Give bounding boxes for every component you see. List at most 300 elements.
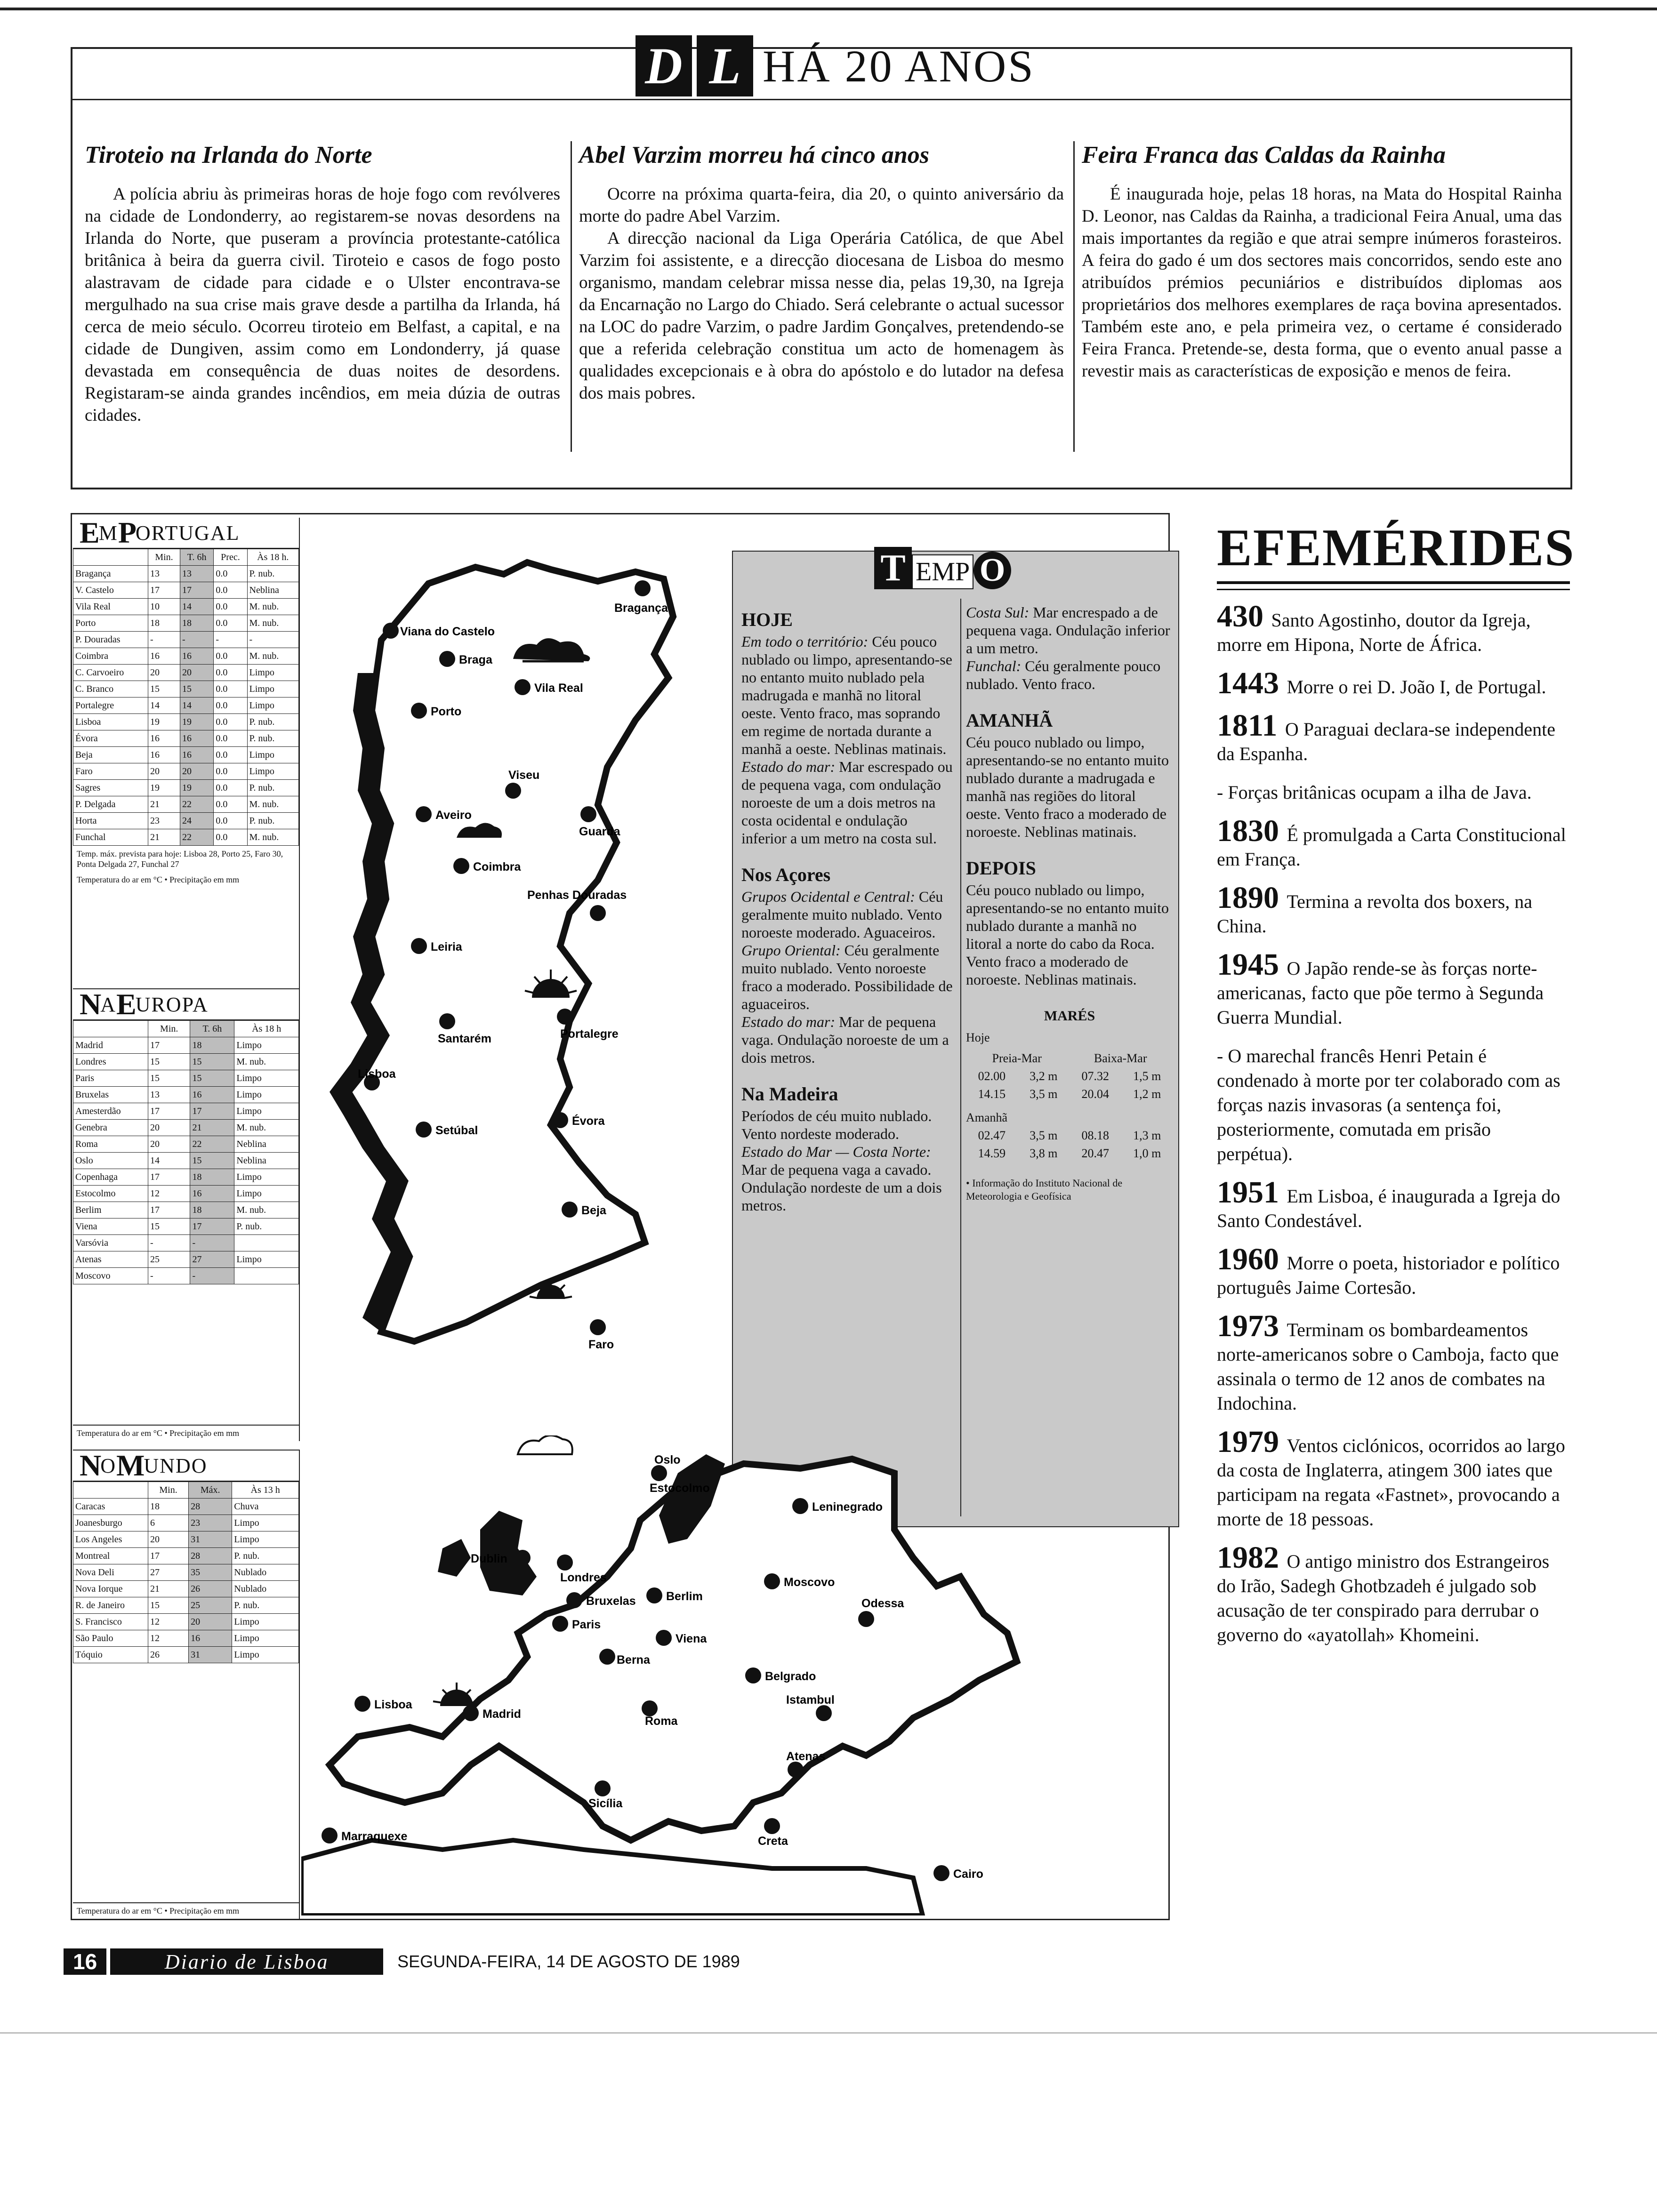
- city-cell: Atenas: [73, 1251, 148, 1268]
- city-cell: Nova Iorque: [73, 1581, 148, 1597]
- table-row: [73, 1581, 299, 1597]
- city-marker: [411, 703, 427, 719]
- efemeride-year: 1973: [1217, 1309, 1287, 1343]
- value-cell: 13: [148, 566, 180, 582]
- panel-header: N O M UNDO: [73, 1451, 299, 1482]
- value-cell: 15: [148, 1218, 190, 1235]
- city-label: Braga: [459, 653, 492, 666]
- panel-header: E M P ORTUGAL: [73, 518, 299, 549]
- table-row: [73, 1597, 299, 1614]
- article-paragraph: Ocorre na próxima quarta-feira, dia 20, o quinto aniversário da morte do padre Abel Varzim.: [579, 184, 1064, 226]
- value-cell: 17: [190, 1218, 234, 1235]
- tide-row: 14.59 3,8 m 20.47 1,0 m: [978, 1146, 1161, 1160]
- efemeride-entry: [1217, 1242, 1570, 1300]
- value-cell: -: [148, 632, 180, 648]
- value-cell: 28: [189, 1499, 232, 1515]
- city-cell: Coimbra: [73, 648, 148, 665]
- table-row: [73, 780, 299, 796]
- table-header-cell: Às 13 h: [232, 1482, 299, 1499]
- article-feira: [1082, 141, 1562, 382]
- table-row: [73, 1103, 299, 1120]
- table-row: [73, 747, 299, 763]
- efemeride-entry: [1217, 1425, 1570, 1531]
- table-row: [73, 1647, 299, 1663]
- city-cell: C. Branco: [73, 681, 148, 697]
- value-cell: P. nub.: [247, 780, 298, 796]
- city-cell: Portalegre: [73, 697, 148, 714]
- city-cell: Varsóvia: [73, 1235, 148, 1251]
- table-footnote: Temperatura do ar em °C • Precipitação em mm: [73, 1425, 299, 1441]
- table-row: [73, 1136, 299, 1153]
- city-marker: [515, 1550, 531, 1566]
- city-marker: [933, 1865, 949, 1881]
- efemeride-text: Termina a revolta dos boxers, na China.: [1217, 891, 1532, 937]
- city-label: Berlim: [666, 1590, 703, 1603]
- efemeride-entry: [1217, 814, 1570, 872]
- value-cell: 14: [148, 697, 180, 714]
- efemeride-entry: [1217, 1309, 1570, 1416]
- value-cell: 19: [180, 714, 213, 730]
- value-cell: 12: [148, 1186, 190, 1202]
- efemeride-entry: [1217, 599, 1570, 657]
- city-marker: [792, 1498, 808, 1514]
- value-cell: 27: [190, 1251, 234, 1268]
- value-cell: 23: [189, 1515, 232, 1531]
- africa-outline: [301, 1840, 923, 1915]
- value-cell: Limpo: [232, 1630, 299, 1647]
- value-cell: Limpo: [234, 1169, 299, 1186]
- value-cell: 15: [148, 1070, 190, 1087]
- city-marker: [416, 806, 432, 822]
- city-marker: [552, 1616, 568, 1632]
- value-cell: 0.0: [214, 829, 247, 846]
- city-cell: Bragança: [73, 566, 148, 582]
- value-cell: 17: [148, 1037, 190, 1054]
- value-cell: 16: [190, 1186, 234, 1202]
- portugal-outline: [348, 562, 673, 1341]
- value-cell: P. nub.: [247, 730, 298, 747]
- table-row: [73, 1037, 299, 1054]
- city-label: Lisboa: [374, 1698, 412, 1711]
- page-footer: [64, 1948, 740, 1976]
- value-cell: Neblina: [234, 1153, 299, 1169]
- value-cell: M. nub.: [247, 796, 298, 813]
- tide-row: 02.47 3,5 m 08.18 1,3 m: [978, 1129, 1161, 1142]
- city-cell: Roma: [73, 1136, 148, 1153]
- value-cell: Limpo: [232, 1614, 299, 1630]
- efemeride-text: O antigo ministro dos Estrangeiros do Irão, Sadegh Ghotbzadeh é julgado sob acusação de ter conspirado para derrubar o governo do «ayatollah» Khomeini.: [1217, 1551, 1550, 1645]
- city-marker: [383, 623, 399, 639]
- value-cell: 25: [148, 1251, 190, 1268]
- value-cell: 26: [148, 1647, 189, 1663]
- value-cell: 31: [189, 1647, 232, 1663]
- value-cell: 18: [190, 1202, 234, 1218]
- value-cell: -: [190, 1235, 234, 1251]
- value-cell: 10: [148, 599, 180, 615]
- city-marker: [858, 1611, 874, 1627]
- efemeride-year: 1951: [1217, 1175, 1287, 1210]
- city-cell: Berlim: [73, 1202, 148, 1218]
- city-label: Roma: [645, 1715, 678, 1728]
- city-label: Bragança: [614, 601, 668, 615]
- section-title: HÁ 20 ANOS: [763, 40, 1035, 91]
- table-row: [73, 599, 299, 615]
- value-cell: 18: [148, 1499, 189, 1515]
- value-cell: -: [180, 632, 213, 648]
- efemerides-title: EFEMÉRIDES: [1217, 518, 1570, 584]
- table-row: [73, 566, 299, 582]
- efemeride-entry: [1217, 947, 1570, 1030]
- ireland-outline: [438, 1539, 471, 1577]
- table-header-cell: Min.: [148, 1021, 190, 1037]
- city-marker: [562, 1202, 578, 1218]
- value-cell: 0.0: [214, 697, 247, 714]
- value-cell: Neblina: [247, 582, 298, 599]
- value-cell: M. nub.: [234, 1120, 299, 1136]
- efemeride-text: O Paraguai declara-se independente da Espanha.: [1217, 719, 1556, 764]
- value-cell: 23: [148, 813, 180, 829]
- city-label: Portalegre: [560, 1027, 619, 1041]
- portugal-map: [306, 522, 730, 1440]
- page-number: 16: [64, 1948, 106, 1975]
- city-label: Faro: [588, 1338, 614, 1351]
- city-label: Marraquexe: [341, 1830, 408, 1843]
- value-cell: 0.0: [214, 780, 247, 796]
- efemeride-entry: [1217, 1540, 1570, 1647]
- city-label: Santarém: [438, 1032, 491, 1045]
- city-marker: [552, 1112, 568, 1128]
- city-marker: [745, 1667, 761, 1683]
- value-cell: 27: [148, 1564, 189, 1581]
- table-header-cell: Prec.: [214, 549, 247, 566]
- table-row: [73, 1054, 299, 1070]
- city-cell: Estocolmo: [73, 1186, 148, 1202]
- table-row: [73, 1630, 299, 1647]
- value-cell: P. nub.: [234, 1218, 299, 1235]
- city-label: Aveiro: [435, 809, 472, 822]
- article-varzim: [579, 141, 1064, 404]
- table-header-cell: T. 6h: [190, 1021, 234, 1037]
- efemeride-text: Em Lisboa, é inaugurada a Igreja do Santo Condestável.: [1217, 1186, 1560, 1231]
- table-row: [73, 582, 299, 599]
- table-row: [73, 1548, 299, 1564]
- article-paragraph: É inaugurada hoje, pelas 18 horas, na Mata do Hospital Rainha D. Leonor, nas Caldas da Rainha, a tradicional Feira Anual, uma das mais importantes da região e que atrai sempre inúmeros forasteiros. A feira do gado é um dos sectores mais concorridos, sendo este ano atribuídos prémios pecuniários e distribuídos diplomas aos proprietários dos melhores exemplares de raça bovina apresentados. Também este ano, e pela primeira vez, o certame é considerado Feira Franca. Pretende-se, desta forma, que o evento anual passe a revestir mais as características de exposição e menos de feira.: [1082, 184, 1562, 381]
- tempo-header: T EMP O: [874, 547, 1011, 589]
- efemeride-entry: [1217, 708, 1570, 766]
- city-label: Dublin: [471, 1552, 507, 1565]
- portugal-weather-table: [73, 549, 299, 846]
- value-cell: 15: [190, 1054, 234, 1070]
- table-row: [73, 1564, 299, 1581]
- bottom-rule: [0, 2032, 1657, 2034]
- city-cell: Beja: [73, 747, 148, 763]
- forecast-line: Temp. máx. prevista para hoje: Lisboa 28, Porto 25, Faro 30, Ponta Delgada 27, Funchal 27: [77, 849, 283, 869]
- value-cell: 13: [148, 1087, 190, 1103]
- value-cell: 0.0: [214, 747, 247, 763]
- city-label: Istambul: [786, 1693, 835, 1707]
- tempo-box: [732, 547, 1179, 1527]
- value-cell: -: [214, 632, 247, 648]
- value-cell: 18: [190, 1037, 234, 1054]
- table-row: [73, 1515, 299, 1531]
- city-marker: [439, 1013, 455, 1029]
- article-title: Feira Franca das Caldas da Rainha: [1082, 142, 1446, 168]
- value-cell: P. nub.: [247, 813, 298, 829]
- table-row: [73, 1235, 299, 1251]
- table-header-cell: Máx.: [189, 1482, 232, 1499]
- world-weather-table: [73, 1482, 299, 1663]
- city-marker: [599, 1649, 615, 1665]
- efemeride-text: Morre o rei D. João I, de Portugal.: [1287, 676, 1546, 697]
- value-cell: Limpo: [232, 1647, 299, 1663]
- value-cell: 22: [190, 1136, 234, 1153]
- city-cell: Madrid: [73, 1037, 148, 1054]
- value-cell: 16: [180, 648, 213, 665]
- efemeride-entry: [1217, 1175, 1570, 1233]
- city-cell: Genebra: [73, 1120, 148, 1136]
- city-label: Belgrado: [765, 1670, 816, 1683]
- value-cell: 24: [180, 813, 213, 829]
- value-cell: Limpo: [247, 763, 298, 780]
- efemeride-year: 1960: [1217, 1242, 1287, 1276]
- table-row: [73, 1070, 299, 1087]
- value-cell: 0.0: [214, 599, 247, 615]
- value-cell: 17: [148, 1548, 189, 1564]
- europe-map: [301, 1435, 1054, 1915]
- value-cell: 17: [148, 1202, 190, 1218]
- value-cell: 17: [180, 582, 213, 599]
- efemeride-text: Santo Agostinho, doutor da Igreja, morre em Hipona, Norte de África.: [1217, 609, 1531, 655]
- value-cell: [234, 1235, 299, 1251]
- efemeride-year: 430: [1217, 599, 1271, 633]
- tide-row: 02.00 3,2 m 07.32 1,5 m: [978, 1069, 1161, 1083]
- city-marker: [642, 1700, 658, 1716]
- city-marker: [635, 580, 651, 596]
- value-cell: 16: [148, 648, 180, 665]
- value-cell: 15: [148, 681, 180, 697]
- value-cell: 13: [180, 566, 213, 582]
- city-label: Estocolmo: [650, 1482, 710, 1495]
- city-cell: Horta: [73, 813, 148, 829]
- paper-name: Diario de Lisboa: [110, 1948, 383, 1975]
- city-marker: [764, 1573, 780, 1589]
- article-paragraph: A polícia abriu às primeiras horas de hoje fogo com revólveres na cidade de Londonderry, ao registarem-se novas desordens na Irlanda do Norte, que puseram a província protestante-católica britânica à beira da guerra civil. Tiroteio e casos de fogo posto alastravam de cidade para cidade e o Ulster encontrava-se mergulhado na sua crise mais grave desde a partilha da Irlanda, há cerca de meio século. Ocorreu tiroteio em Belfast, a capital, e na cidade de Dungiven, assim como em Londonderry, já quase devastada em consequência de duas noites de desordens. Registaram-se ainda grandes incêndios, em meia dúzia de outras cidades.: [85, 184, 560, 425]
- efemerides-column: [1217, 518, 1575, 1661]
- city-marker: [590, 905, 606, 921]
- value-cell: 15: [148, 1597, 189, 1614]
- value-cell: 16: [148, 747, 180, 763]
- value-cell: Limpo: [247, 681, 298, 697]
- efemeride-entry: [1217, 666, 1570, 700]
- efemeride-text: É promulgada a Carta Constitucional em França.: [1217, 824, 1566, 870]
- city-label: Évora: [572, 1114, 605, 1128]
- efemeride-year: 1945: [1217, 947, 1287, 982]
- efemeride-entry: [1217, 1044, 1570, 1166]
- city-cell: Los Angeles: [73, 1531, 148, 1548]
- value-cell: Limpo: [232, 1515, 299, 1531]
- value-cell: 26: [189, 1581, 232, 1597]
- table-header-cell: Às 18 h.: [247, 549, 298, 566]
- value-cell: 19: [180, 780, 213, 796]
- value-cell: Limpo: [234, 1103, 299, 1120]
- city-label: Madrid: [483, 1707, 521, 1721]
- value-cell: 21: [190, 1120, 234, 1136]
- city-cell: Vila Real: [73, 599, 148, 615]
- value-cell: 17: [148, 1103, 190, 1120]
- city-cell: Bruxelas: [73, 1087, 148, 1103]
- city-cell: Oslo: [73, 1153, 148, 1169]
- value-cell: 0.0: [214, 813, 247, 829]
- value-cell: 21: [148, 796, 180, 813]
- value-cell: Chuva: [232, 1499, 299, 1515]
- value-cell: 19: [148, 714, 180, 730]
- logo-letter-d: D: [635, 35, 692, 96]
- value-cell: 20: [148, 1531, 189, 1548]
- value-cell: 18: [180, 615, 213, 632]
- value-cell: 25: [189, 1597, 232, 1614]
- value-cell: 0.0: [214, 648, 247, 665]
- value-cell: 12: [148, 1630, 189, 1647]
- value-cell: 16: [180, 730, 213, 747]
- table-row: [73, 665, 299, 681]
- efemerides-list: [1217, 599, 1570, 1647]
- city-cell: Moscovo: [73, 1268, 148, 1284]
- europe-weather-table: [73, 1020, 299, 1284]
- table-header-cell: Min.: [148, 1482, 189, 1499]
- value-cell: 0.0: [214, 730, 247, 747]
- city-cell: Montreal: [73, 1548, 148, 1564]
- article-divider: [571, 141, 572, 452]
- city-cell: R. de Janeiro: [73, 1597, 148, 1614]
- city-cell: São Paulo: [73, 1630, 148, 1647]
- city-label: Penhas Douradas: [527, 889, 627, 902]
- value-cell: 16: [180, 747, 213, 763]
- value-cell: 0.0: [214, 763, 247, 780]
- sun-icon: [433, 1683, 480, 1706]
- table-row: [73, 1186, 299, 1202]
- table-header-cell: [73, 549, 148, 566]
- city-label: Sicília: [588, 1797, 623, 1810]
- top-rule: [0, 8, 1657, 10]
- table-row: [73, 632, 299, 648]
- value-cell: 17: [148, 582, 180, 599]
- value-cell: 17: [190, 1103, 234, 1120]
- value-cell: Nublado: [232, 1564, 299, 1581]
- city-cell: Copenhaga: [73, 1169, 148, 1186]
- value-cell: 21: [148, 829, 180, 846]
- value-cell: 22: [180, 829, 213, 846]
- city-cell: Paris: [73, 1070, 148, 1087]
- value-cell: 15: [190, 1153, 234, 1169]
- value-cell: Limpo: [247, 665, 298, 681]
- article-title: Tiroteio na Irlanda do Norte: [85, 142, 372, 168]
- city-label: Viseu: [508, 769, 540, 782]
- value-cell: 15: [180, 681, 213, 697]
- efemeride-text: O Japão rende-se às forças norte-americanas, facto que põe termo à Segunda Guerra Mundial.: [1217, 958, 1544, 1028]
- city-label: Bruxelas: [586, 1595, 636, 1608]
- value-cell: 28: [189, 1548, 232, 1564]
- table-row: [73, 730, 299, 747]
- tempo-divider: [960, 599, 961, 1516]
- city-label: Viana do Castelo: [400, 625, 495, 638]
- city-label: Porto: [431, 705, 462, 718]
- city-marker: [439, 651, 455, 667]
- value-cell: 35: [189, 1564, 232, 1581]
- city-marker: [557, 1555, 573, 1571]
- table-row: [73, 1087, 299, 1103]
- value-cell: 21: [148, 1581, 189, 1597]
- city-cell: V. Castelo: [73, 582, 148, 599]
- city-label: Viena: [676, 1632, 707, 1645]
- value-cell: M. nub.: [247, 599, 298, 615]
- value-cell: 14: [180, 697, 213, 714]
- efemeride-entry: [1217, 780, 1570, 805]
- panel-header: N A E UROPA: [73, 989, 299, 1020]
- value-cell: M. nub.: [234, 1202, 299, 1218]
- efemeride-year: 1890: [1217, 881, 1287, 915]
- world-weather-panel: [73, 1450, 300, 1919]
- value-cell: Limpo: [232, 1531, 299, 1548]
- history-header-rule: [71, 99, 1572, 100]
- city-marker: [557, 1009, 573, 1025]
- city-marker: [816, 1705, 832, 1721]
- city-marker: [322, 1827, 338, 1843]
- value-cell: 19: [148, 780, 180, 796]
- city-marker: [416, 1122, 432, 1138]
- value-cell: 0.0: [214, 615, 247, 632]
- article-title: Abel Varzim morreu há cinco anos: [579, 142, 930, 168]
- city-cell: Joanesburgo: [73, 1515, 148, 1531]
- city-marker: [595, 1780, 611, 1796]
- city-marker: [651, 1465, 667, 1481]
- value-cell: Neblina: [234, 1136, 299, 1153]
- value-cell: 0.0: [214, 714, 247, 730]
- value-cell: 31: [189, 1531, 232, 1548]
- table-header-cell: Min.: [148, 549, 180, 566]
- city-marker: [354, 1696, 370, 1712]
- city-cell: Amesterdão: [73, 1103, 148, 1120]
- table-row: [73, 763, 299, 780]
- efemeride-text: Terminam os bombardeamentos norte-americanos sobre o Camboja, facto que assinala o termo de 12 anos de combates na Indochina.: [1217, 1319, 1559, 1414]
- city-cell: Londres: [73, 1054, 148, 1070]
- table-row: [73, 1251, 299, 1268]
- value-cell: 0.0: [214, 796, 247, 813]
- city-marker: [580, 806, 596, 822]
- value-cell: 20: [148, 665, 180, 681]
- issue-date: SEGUNDA-FEIRA, 14 DE AGOSTO DE 1989: [397, 1952, 740, 1971]
- portugal-weather-panel: [73, 518, 300, 988]
- city-cell: Funchal: [73, 829, 148, 846]
- value-cell: Limpo: [234, 1037, 299, 1054]
- efemeride-year: 1982: [1217, 1540, 1287, 1575]
- value-cell: 20: [180, 665, 213, 681]
- value-cell: Limpo: [234, 1186, 299, 1202]
- city-marker: [788, 1762, 804, 1778]
- city-cell: Caracas: [73, 1499, 148, 1515]
- table-row: [73, 1202, 299, 1218]
- city-label: Cairo: [953, 1867, 983, 1881]
- value-cell: 22: [180, 796, 213, 813]
- value-cell: 12: [148, 1614, 189, 1630]
- city-marker: [515, 679, 531, 695]
- city-cell: C. Carvoeiro: [73, 665, 148, 681]
- europe-weather-panel: [73, 988, 300, 1441]
- city-marker: [764, 1818, 780, 1834]
- table-row: [73, 796, 299, 813]
- value-cell: P. nub.: [232, 1597, 299, 1614]
- table-header-cell: Às 18 h: [234, 1021, 299, 1037]
- tempo-col-right: Costa Sul: Mar encrespado a de pequena vaga. Ondulação inferior a um metro. Funchal: Céu geralmente pouco nublado. Vento fraco. AMANHÃ Céu pouco nublado ou limpo, apresentando-se no entanto muito nublado durante a madrugada e manhã nas regiões do litoral oeste. Vento fraco a moderado de noroeste. Neblinas matinais. DEPOIS Céu pouco nublado ou limpo, apresentando-se no entanto muito nublado durante a manhã no litoral a norte do cabo da Roca. Vento fraco a moderado de noroeste. Neblinas matinais. MARÉS Hoje Preia-Mar Baixa-Mar 02.00 3,2 m 07.32 1,5 m 14.15 3,5 m 20.04 1,2 m Amanhã 02.47 3,5 m 08.18 1,3 m 14.59 3,8 m 20.47 1,0 m • Informação do Instituto Nacional de Meteorologia e Geofísica: [966, 603, 1173, 1203]
